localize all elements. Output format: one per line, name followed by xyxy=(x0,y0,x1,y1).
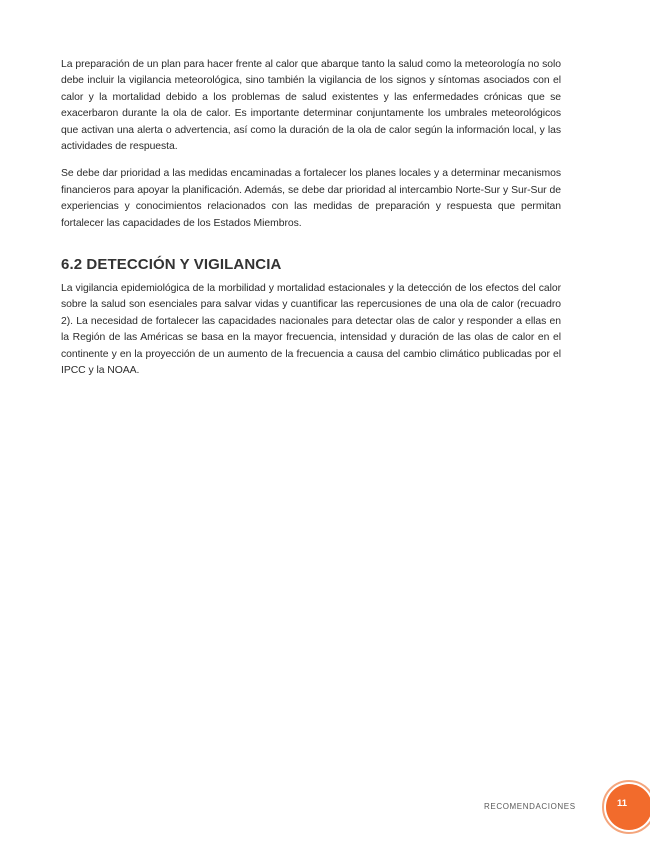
body-paragraph: La preparación de un plan para hacer frente al calor que abarque tanto la salud como la meteorología no solo debe incluir la vigilancia meteorológica, sino también la vigilancia de los signos y síntomas asociados con el calor y la mortalidad debido a los problemas de salud existentes y las enfermedades crónicas que se exacerbaron durante la ola de calor. Es importante determinar conjuntamente los umbrales meteorológicos que activan una alerta o advertencia, así como la duración de la ola de calor según la información local, y las actividades de respuesta. xyxy=(61,59,561,153)
page-number: 11 xyxy=(616,798,628,809)
page-content xyxy=(61,57,561,391)
footer-section-label: RECOMENDACIONES xyxy=(484,802,576,811)
body-paragraph: Se debe dar prioridad a las medidas encaminadas a fortalecer los planes locales y a determinar mecanismos financieros para apoyar la planificación. Además, se debe dar prioridad al intercambio Norte-Sur y Sur-Sur de experiencias y conocimientos relacionados con las medidas de preparación y respuesta que permitan fortalecer las capacidades de los Estados Miembros. xyxy=(61,168,561,229)
section-title: 6.2 DETECCIÓN Y VIGILANCIA xyxy=(61,256,282,274)
body-paragraph: La vigilancia epidemiológica de la morbilidad y mortalidad estacionales y la detección de los efectos del calor sobre la salud son esenciales para salvar vidas y cuantificar las repercusiones de una ola de calor (recuadro 2). La necesidad de fortalecer las capacidades nacionales para detectar olas de calor y responder a ellas en la Región de las Américas se basa en la mayor frecuencia, intensidad y duración de las olas de calor en el continente y en la proyección de un aumento de la frecuencia a causa del cambio climático publicadas por el IPCC y la NOAA. xyxy=(61,283,561,377)
